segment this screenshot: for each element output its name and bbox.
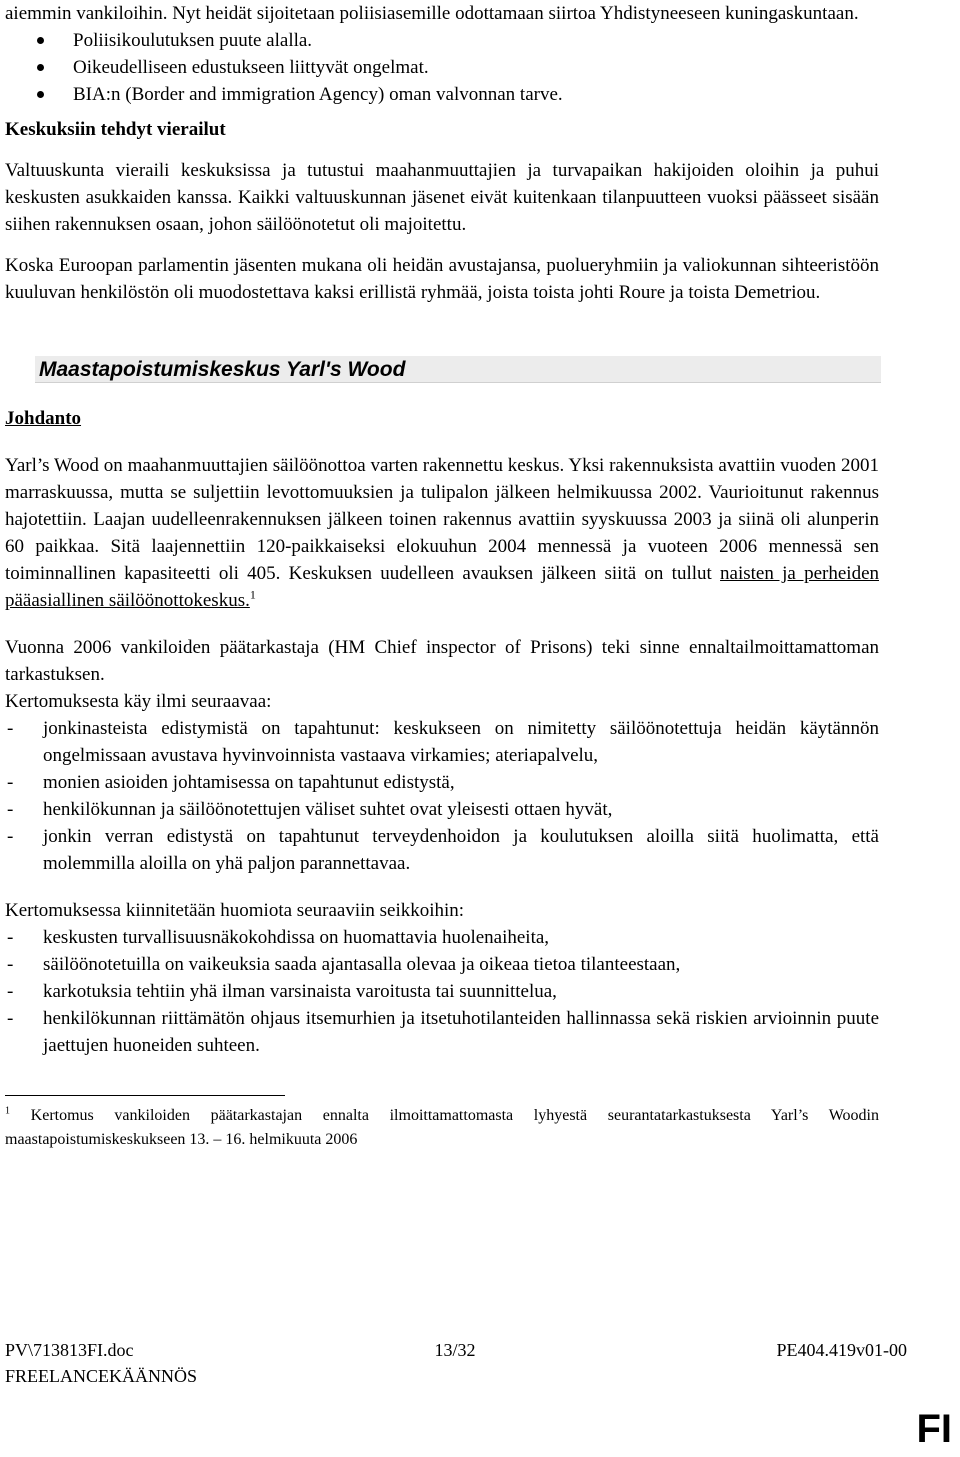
intro-heading: Johdanto — [5, 408, 82, 429]
intro-continued-line: aiemmin vankiloihin. Nyt heidät sijoitetaan poliisiasemille odottamaan siirtoa Yhdistyneeseen kuningaskuntaan. — [5, 3, 859, 24]
section-paragraph-1: Yarl’s Wood on maahanmuuttajien säilöönottoa varten rakennettu keskus. Yksi rakennuksista avattiin vuoden 2001 marraskuussa, mutta se suljettiin levottomuuksien ja tulipalon jälkeen helmikuussa 2002. Vaurioitunut rakennus hajotettiin. Laajan uudelleenrakennuksen jälkeen toinen rakennus avattiin syyskuussa 2003 ja siinä oli alunperin 60 paikkaa. Sitä laajennettiin 120-paikkaiseksi elokuuhun 2004 mennessä ja vuoteen 2006 mennessä sen toiminnallinen kapasiteetti oli 405. Keskuksen uudelleen avauksen jälkeen siitä on tullut naisten ja perheiden pääasiallinen säilöönottokeskus.$^1$ — [5, 455, 879, 611]
bullet-icon — [37, 37, 44, 44]
section-paragraph-2: Vuonna 2006 vankiloiden päätarkastaja (HM Chief inspector of Prisons) teki sinne ennaltailmoittamattoman tarkastuksen. — [5, 637, 879, 685]
attention-list — [5, 924, 879, 1059]
footer-reference: PE404.419v01-00 — [776, 1340, 907, 1360]
report-lead: Kertomuksesta käy ilmi seuraavaa: — [5, 691, 272, 712]
page-footer — [5, 1337, 907, 1389]
intro-bullet-list — [5, 27, 879, 108]
bullet-item: Poliisikoulutuksen puute alalla. — [5, 27, 879, 54]
bullet-icon — [37, 64, 44, 71]
visits-heading: Keskuksiin tehdyt vierailut — [5, 119, 226, 140]
list-item: - keskusten turvallisuusnäkokohdissa on huomattavia huolenaiheita, — [7, 927, 550, 948]
list-item: - jonkinasteista edistymistä on tapahtunut: keskukseen on nimitetty säilöönotettuja heidän käytännön ongelmissaan avustava hyvinvoinnista vastaava virkamies; ateriapalvelu, — [7, 718, 879, 766]
attention-lead: Kertomuksessa kiinnitetään huomiota seuraaviin seikkoihin: — [5, 900, 465, 921]
bullet-item: BIA:n (Border and immigration Agency) oman valvonnan tarve. — [5, 81, 879, 108]
footnote-ref[interactable]: 1 — [249, 587, 256, 602]
footer-page-number: 13/32 — [434, 1340, 476, 1360]
report-list — [5, 715, 879, 877]
section-title-banner: Maastapoistumiskeskus Yarl's Wood — [35, 356, 881, 383]
list-item: - monien asioiden johtamisessa on tapahtunut edistystä, — [7, 772, 455, 793]
footnote-number: 1 — [5, 1105, 10, 1117]
list-item: - karkotuksia tehtiin yhä ilman varsinaista varoitusta tai suunnittelua, — [7, 981, 557, 1002]
footer-file-name: PV\713813FI.doc — [5, 1340, 134, 1360]
list-item: - henkilökunnan riittämätön ohjaus itsemurhien ja itsetuhotilanteiden hallinnassa sekä riskien arvioinnin puute jaettujen huoneiden suhteen. — [7, 1008, 879, 1056]
footnote-divider — [5, 1095, 285, 1096]
bullet-item: Oikeudelliseen edustukseen liittyvät ongelmat. — [5, 54, 879, 81]
document-page — [5, 0, 879, 1152]
visits-paragraph-2: Koska Euroopan parlamentin jäsenten mukana oli heidän avustajansa, puolueryhmiin ja valiokunnan sihteeristöön kuuluvan henkilöstön oli muodostettava kaksi erillistä ryhmää, joista toista johti Roure ja toista Demetriou. — [5, 255, 879, 303]
list-item: - jonkin verran edistystä on tapahtunut terveydenhoidon ja koulutuksen aloilla siitä huolimatta, että molemmilla aloilla on yhä paljon parannettavaa. — [7, 826, 879, 874]
footnote: $^1$ Kertomus vankiloiden päätarkastajan ennalta ilmoittamattomasta lyhyestä seurantatarkastuksesta Yarl’s Woodin maastapoistumiskeskukseen 13. – 16. helmikuuta 2006 — [5, 1105, 880, 1148]
underlined-phrase: naisten ja perheiden pääasiallinen säilöönottokeskus. — [5, 563, 879, 611]
list-item: - henkilökunnan ja säilöönotettujen väliset suhtet ovat yleisesti ottaen hyvät, — [7, 799, 613, 820]
visits-paragraph-1: Valtuuskunta vieraili keskuksissa ja tutustui maahanmuuttajien ja turvapaikan hakijoiden oloihin ja puhui keskusten asukkaiden kanssa. Kaikki valtuuskunnan jäsenet eivät kuitenkaan tilanpuutteen vuoksi päässeet sisään siihen rakennuksen osaan, johon säilöönotetut oli majoitettu. — [5, 160, 879, 235]
language-tag: FI — [916, 1407, 952, 1451]
footer-service: FREELANCEKÄÄNNÖS — [5, 1366, 198, 1386]
bullet-icon — [37, 91, 44, 98]
list-item: - säilöönotetuilla on vaikeuksia saada ajantasalla olevaa ja oikeaa tietoa tilanteestaan, — [7, 954, 681, 975]
